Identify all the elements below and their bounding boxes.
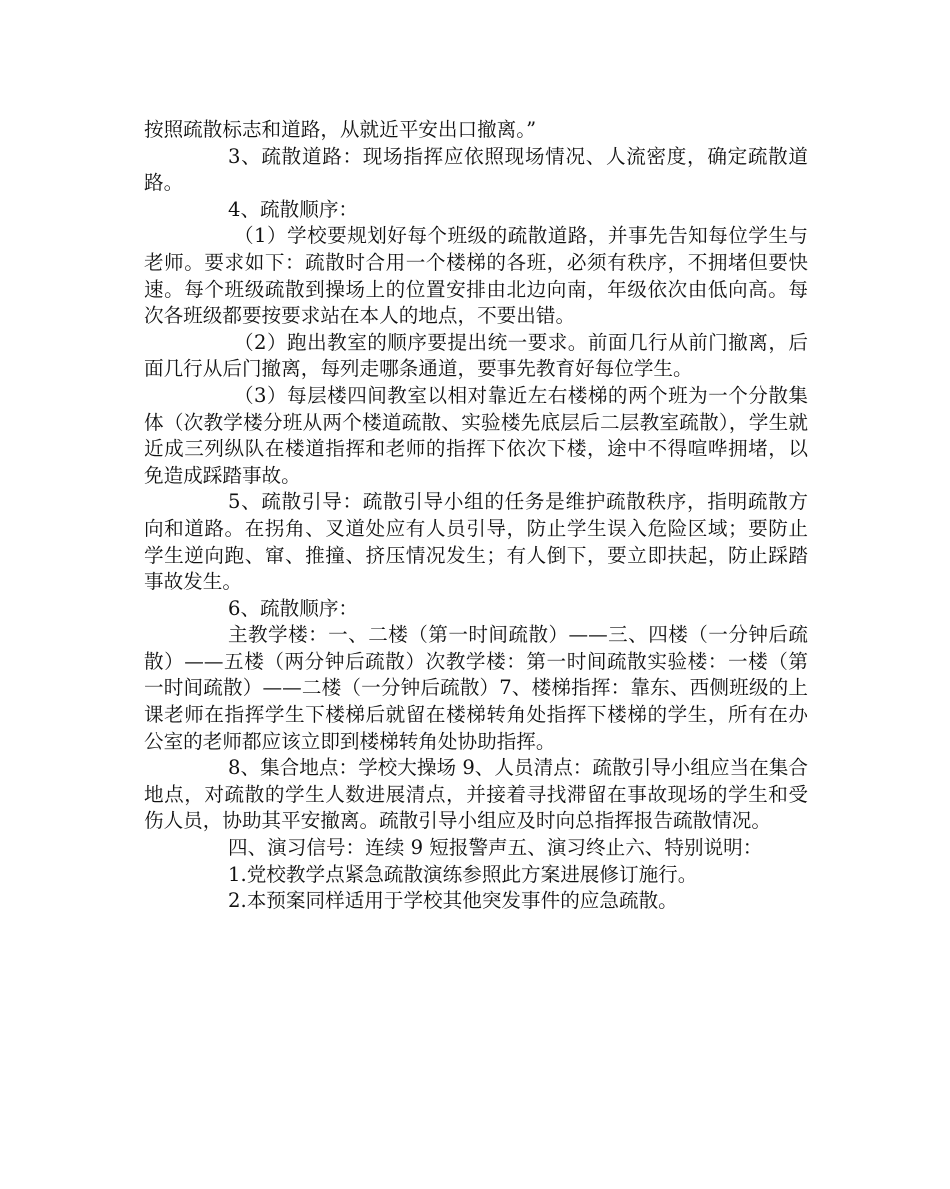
paragraph-note-2: 2.本预案同样适用于学校其他突发事件的应急疏散。 bbox=[228, 889, 678, 913]
paragraph-evacuation-route: 3、疏散道路：现场指挥应依照现场情况、人流密度，确定疏散道路。 bbox=[144, 144, 808, 195]
paragraph-building-sequence: 主教学楼：一、二楼（第一时间疏散）——三、四楼（一分钟后疏散）——五楼（两分钟后疏散）次教学楼：第一时间疏散实验楼：一楼（第一时间疏散）——二楼（一分钟后疏散）7、楼梯指挥：靠东、西侧班级的上课老师在指挥学生下楼梯后就留在楼梯转角处指挥下楼梯的学生，所有在办公室的老师都应该立即到楼梯转角处协助指挥。 bbox=[144, 623, 808, 753]
document-body bbox=[144, 117, 808, 915]
heading-evacuation-sequence: 6、疏散顺序： bbox=[228, 596, 359, 620]
paragraph-evacuation-exit: 按照疏散标志和道路，从就近平安出口撤离。” bbox=[144, 118, 537, 141]
heading-evacuation-order: 4、疏散顺序： bbox=[228, 197, 359, 221]
paragraph-drill-signal: 四、演习信号：连续 9 短报警声五、演习终止六、特别说明： bbox=[228, 836, 763, 860]
paragraph-assembly-point: 8、集合地点：学校大操场 9、人员清点：疏散引导小组应当在集合地点，对疏散的学生人数进展清点，并接着寻找滞留在事故现场的学生和受伤人员，协助其平安撤离。疏散引导小组应及时向总指挥报告疏散情况。 bbox=[144, 756, 808, 833]
paragraph-order-item-2: （2）跑出教室的顺序要提出统一要求。前面几行从前门撤离，后面几行从后门撤离，每列走哪条通道，要事先教育好每位学生。 bbox=[144, 330, 808, 381]
paragraph-note-1: 1.党校教学点紧急疏散演练参照此方案进展修订施行。 bbox=[228, 862, 698, 886]
paragraph-order-item-1: （1）学校要规划好每个班级的疏散道路，并事先告知每位学生与老师。要求如下：疏散时合用一个楼梯的各班，必须有秩序，不拥堵但要快速。每个班级疏散到操场上的位置安排由北边向南，年级依次由低向高。每次各班级都要按要求站在本人的地点，不要出错。 bbox=[144, 224, 808, 328]
paragraph-evacuation-guidance: 5、疏散引导：疏散引导小组的任务是维护疏散秩序，指明疏散方向和道路。在拐角、叉道处应有人员引导，防止学生误入危险区域；要防止学生逆向跑、窜、推撞、挤压情况发生；有人倒下，要立即扶起，防止踩踏事故发生。 bbox=[144, 490, 808, 594]
paragraph-order-item-3: （3）每层楼四间教室以相对靠近左右楼梯的两个班为一个分散集体（次教学楼分班从两个楼道疏散、实验楼先底层后二层教室疏散），学生就近成三列纵队在楼道指挥和老师的指挥下依次下楼，途中不得喧哗拥堵，以免造成踩踏事故。 bbox=[144, 383, 808, 487]
